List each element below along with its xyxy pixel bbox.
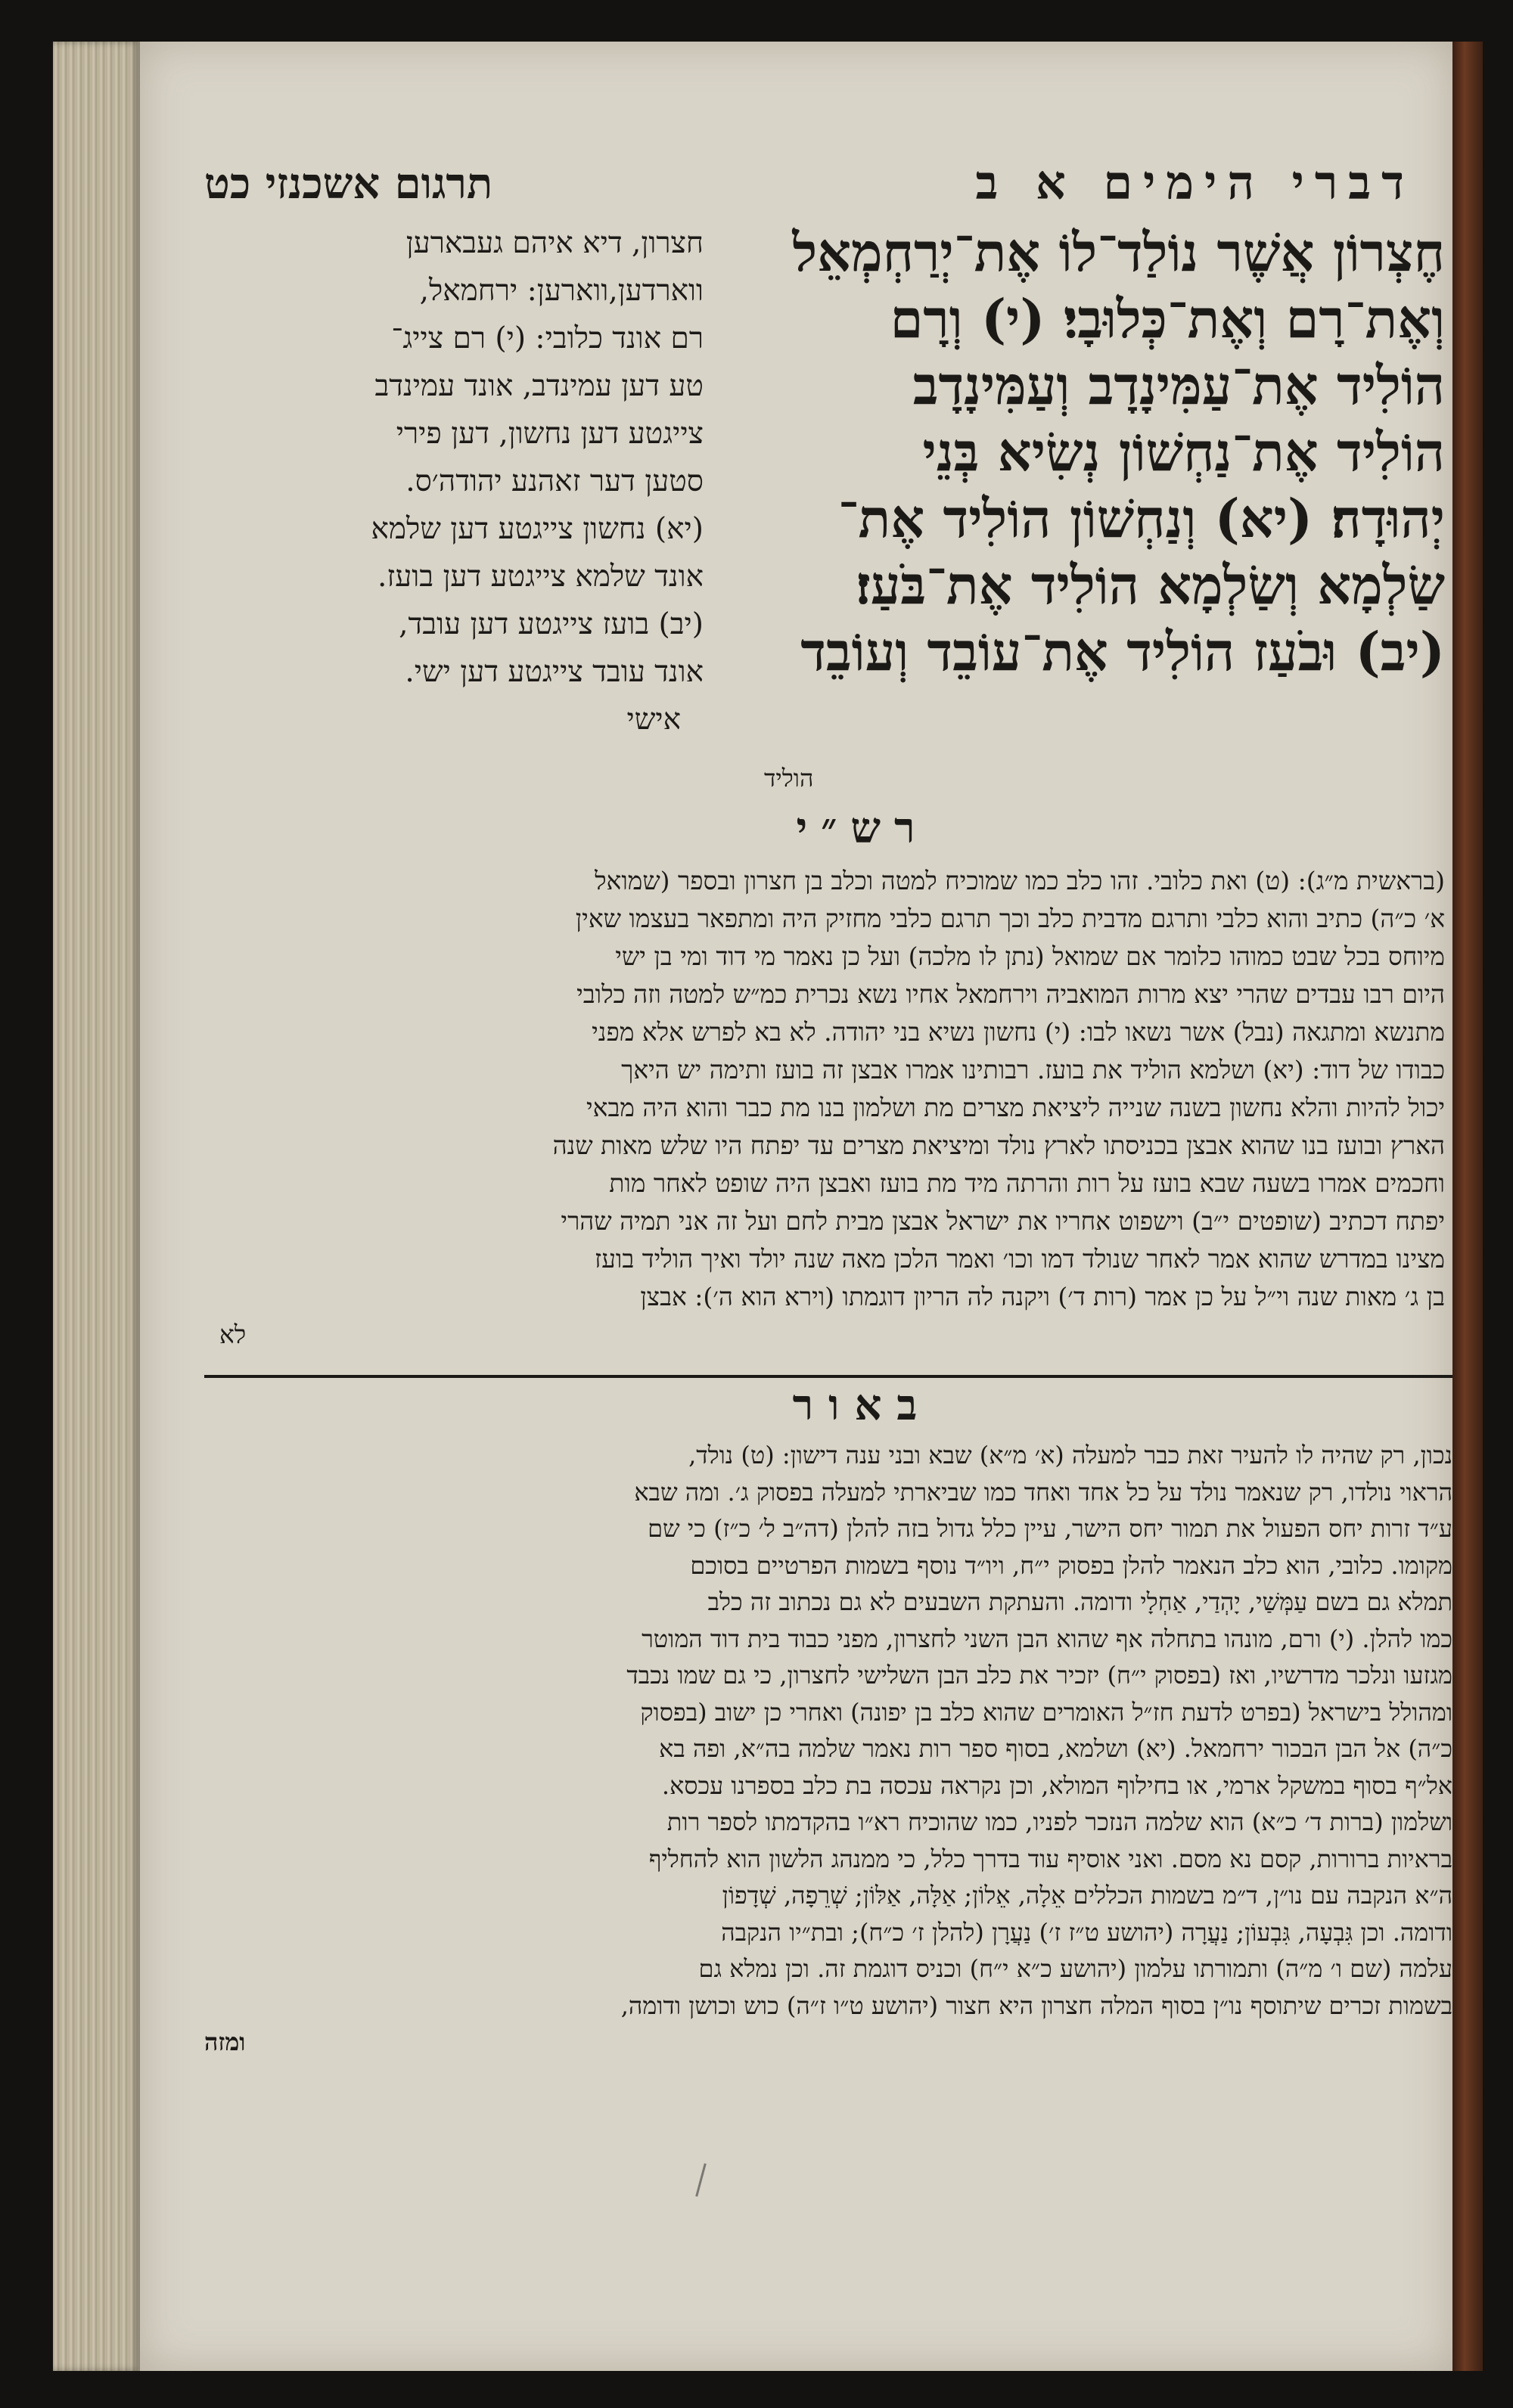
biur-line: נכון, רק שהיה לו להעיר זאת כבר למעלה (א׳ מ״א) שבא ובני ענה דישון: (ט) נולד, [688,1441,1452,1469]
bible-line: הוֹלִיד אֶת־נַחְשׁוֹן נְשִׂיא בְּנֵי [922,420,1445,483]
rashi-line: כבודו של דוד: (יא) ושלמא הוליד את בועז. רבותינו אמרו אבצן זה בועז ותימה יש היאך [621,1055,1445,1085]
rashi-line: בן ג׳ מאות שנה וי״ל על כן אמר (רות ד׳) ויקנה לה הריון דוגמתו (וירא הוא ה׳): אבצן [640,1282,1445,1311]
targum-line: צייגטע דען נחשון, דען פירי [396,417,704,451]
targum-line: (יב) בועז צייגטע דען עובד, [399,607,704,641]
bible-line: חֶצְרוֹן אֲשֶׁר נוֹלַד־לוֹ אֶת־יְרַחְמְאֵל [792,221,1445,284]
targum-line: אונד שלמא צייגטע דען בועז. [377,560,704,594]
page-edges [53,42,140,2371]
biur-line: כ״ה) אל הבן הבכור ירחמאל. (יא) ושלמא, בסוף ספר רות נאמר שלמה בה״א, ופה בא [659,1734,1452,1763]
targum-line: רם אונד כלובי: (י) רם צייג־ [391,321,704,355]
bible-line: יְהוּדָה׃ (יא) וְנַחְשׁוֹן הוֹלִיד אֶת־ [837,487,1445,550]
biur-line: ושלמון (ברות ד׳ כ״א) הוא שלמה הנזכר לפניו, כמו שהוכיח רא״ו בהקדמתו לספר רות [666,1808,1452,1836]
rashi-line: הארץ ובועז בנו שהוא אבצן בכניסתו לארץ נולד ומיציאת מצרים עד יפתח היו שלש מאות שנה [552,1131,1445,1160]
biur-line: ודומה. וכן גִּבְעָה, גִּבְעוֹן; נַעֲרָה (יהושע ט״ז ז׳) נַעֲרָן (להלן ז׳ כ״ח); ובת״יו הנקבה [721,1917,1452,1947]
rashi-line: יפתח דכתיב (שופטים י״ב) וישפוט אחריו את ישראל אבצן מבית לחם ועל זה אני תמיה שהרי [561,1206,1445,1236]
rashi-heading: רש״י [796,803,929,853]
biur-line: בשמות זכרים שיתוסף נו״ן בסוף המלה חצרון היא חצור (יהושע ט״ו ז״ה) כוש וכושן ודומה, [620,1991,1452,2020]
biur-heading: באור [792,1380,933,1430]
biur-line: אל״ף בסוף במשקל ארמי, או בחילוף המולא, וכן נקראה עכסה בת כלב בספרנו עכסא. [661,1770,1452,1800]
biur-catchword: ומזה [204,2028,246,2056]
rashi-line: א׳ כ״ה) כתיב והוא כלבי ותרגם מדבית כלב וכך תרגם כלבי מחזיק היה ומתפאר בעצמו שאין [575,904,1445,933]
biur-line: מקומו. כלובי, הוא כלב הנאמר להלן בפסוק י״ח, ויו״ד נוסף בשמות הפרטיים בסוכם [690,1550,1452,1580]
bible-line: שַׂלְמָא וְשַׂלְמָא הוֹלִיד אֶת־בֹּעַז׃ [856,554,1445,616]
running-head-right: דברי הימים א ב [975,155,1415,210]
bible-text [726,219,1445,685]
rashi-line: מתנשא ומתגאה (נבל) אשר נשאו לבו: (י) נחשון נשיא בני יהודה. לא בא לפרש אלא מפני [592,1017,1445,1047]
rashi-line: וחכמים אמרו בשעה שבא בועז על רות והרתה מיד מת בועז ואבצן היה שופט לאחר מות [609,1168,1445,1198]
targum-line: (יא) נחשון צייגטע דען שלמא [371,512,704,546]
biur-line: מגזעו ונלכר מדרשיו, ואז (בפסוק י״ח) יזכיר את כלב הבן השלישי לחצרון, כי גם שמו נכבד [626,1661,1452,1690]
targum-line: סטען דער זאהנע יהודה׳ס. [405,464,704,498]
biur-line: הראוי נולדו, רק שנאמר נולד על כל אחד ואחד כמו שביארתי למעלה בפסוק ג׳. ומה שבא [634,1477,1452,1507]
targum-catchword: אישי [626,703,681,737]
bible-line: וְאֶת־רָם וְאֶת־כְּלוּבָי׃ (י) וְרָם [890,287,1445,350]
rashi-line: יכול להיות והלא נחשון בשנה שנייה ליציאת מצרים מת ושלמון בנו מת כבר והוא היה מבאי [586,1093,1445,1122]
biur-line: כמו להלן. (י) ורם, מונהו בתחלה אף שהוא הבן השני לחצרון, מפני כבוד בית דוד המוטר [642,1624,1452,1653]
biur-line: ה״א הנקבה עם נו״ן, ד״מ בשמות הכללים אֵלָה, אֵלוֹן; אַלָּה, אַלּוֹן; שְׁרֵפָה, שְׁדָפוֹן [722,1881,1452,1910]
targum-column [219,219,704,743]
biur-line: ומהולל בישראל (בפרט לדעת חז״ל האומרים שהוא כלב בן יפונה) ואחרי כן ישוב (בפסוק [640,1697,1452,1727]
targum-line: ווארדען,ווארען: ירחמאל, [419,274,704,308]
targum-line: טע דען עמינדב, אונד עמינדב [374,369,704,403]
rashi-line: מצינו במדרש שהוא אמר לאחר שנולד דמו וכו׳ ואמר הלכן מאה שנה יולד ואיך הוליד בועז [595,1244,1445,1274]
rashi-commentary [219,862,1445,1354]
section-divider [204,1375,1452,1378]
biur-line: בראיות ברורות, קסם נא מסם. ואני אוסיף עוד בדרך כלל, כי ממנהג הלשון הוא להחליף [648,1844,1452,1873]
running-head-left: תרגום אשכנזי כט [204,159,493,209]
biur-line: ע״ד זרות יחס הפעול את תמור יחס הישר, עיין כלל גדול בזה להלן (דה״ב ל׳ כ״ז) כי שם [648,1514,1452,1543]
bible-line: הוֹלִיד אֶת־עַמִּינָדָב וְעַמִּינָדָב [912,354,1445,417]
bible-catchword: הוליד [764,764,814,793]
rashi-line: היום רבו עבדים שהרי יצא מרות המואביה וירחמאל אחיו נשא נכרית כמ״ש למטה וזה כלובי [576,979,1445,1009]
targum-line: אונד עובד צייגטע דען ישי. [405,655,704,689]
bible-line: (יב) וּבֹעַז הוֹלִיד אֶת־עוֹבֵד וְעוֹבֵד [800,620,1445,683]
rashi-line: (בראשית מ״ג): (ט) ואת כלובי. זהו כלב כמו שמוכיח למטה וכלב בן חצרון ובספר (שמואל [595,866,1445,895]
biur-line: תמלא גם בשם עַמְּשַׁי, יָהְדַי, אַחְלָי ודומה. והעתקת השבעים לא גם נכתוב זה כלב [707,1587,1452,1616]
rashi-catchword: לא [219,1320,247,1349]
biur-line: עלמה (שם ו׳ מ״ה) ותמורתו עלמון (יהושע כ״א י״ח) וכניס דוגמת זה. וכן נמלא גם [698,1954,1452,1983]
book-spine [1452,42,1483,2371]
biur-commentary [204,1437,1452,2061]
rashi-line: מיוחס בכל שבט כמוהו כלומר אם שמואל (נתן לו מלכה) ועל כן נאמר מי דוד ומי בן ישי [615,942,1445,971]
targum-line: חצרון, דיא איהם געבארען [405,226,704,260]
